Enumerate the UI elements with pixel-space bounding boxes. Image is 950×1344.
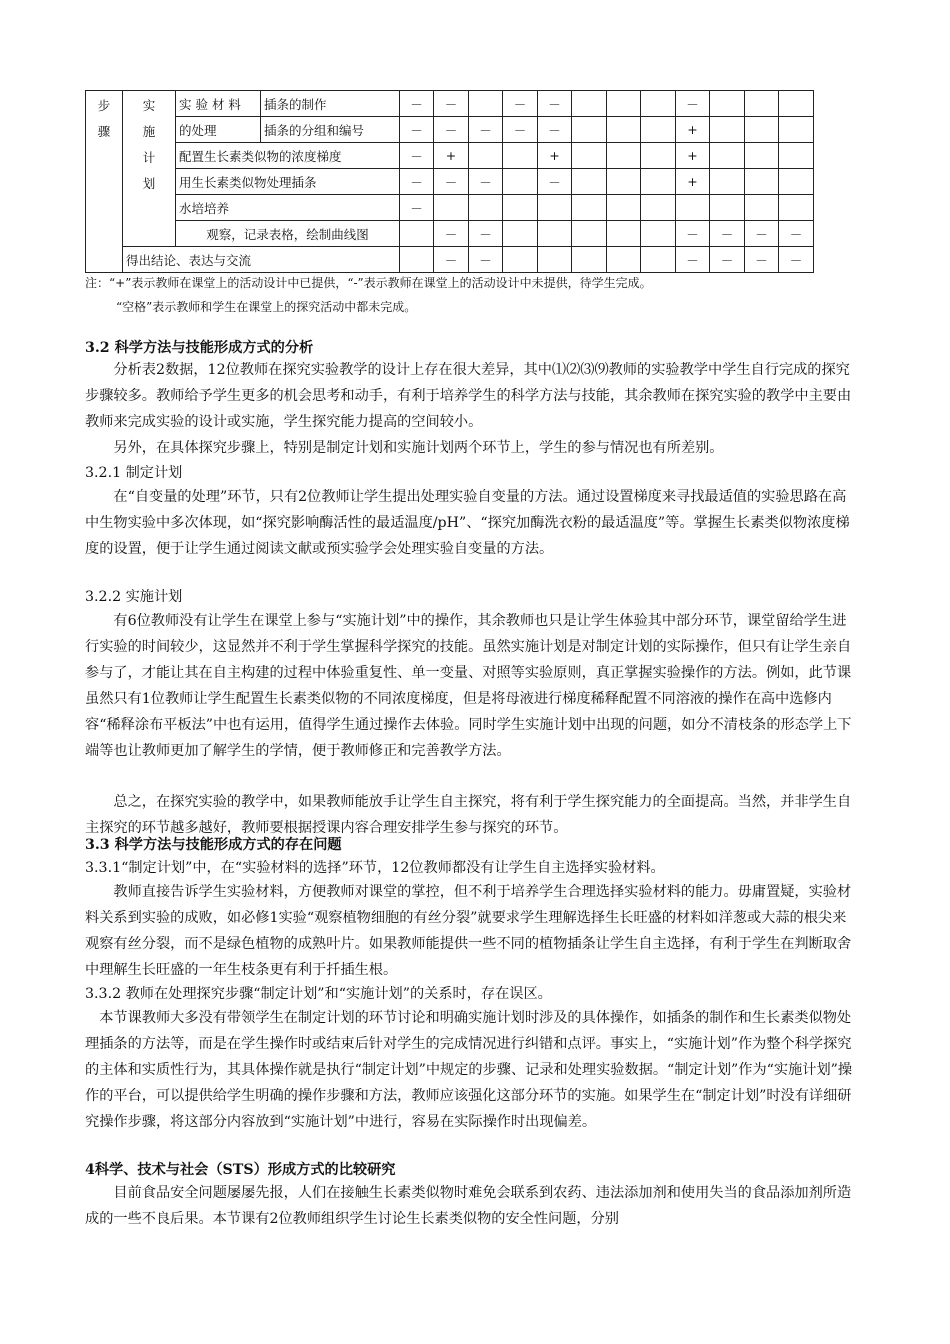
mark-cell bbox=[607, 143, 641, 169]
material-cell: 的处理 bbox=[176, 117, 261, 143]
table-row bbox=[86, 247, 814, 273]
mark-cell: － bbox=[434, 221, 469, 247]
mark-cell bbox=[503, 195, 538, 221]
mark-cell bbox=[607, 195, 641, 221]
mark-cell bbox=[572, 195, 607, 221]
mark-cell bbox=[469, 195, 503, 221]
table-row bbox=[86, 143, 814, 169]
subsection-heading: 3.2.1 制定计划 bbox=[85, 465, 183, 481]
mark-cell bbox=[641, 169, 676, 195]
task-cell: 得出结论、表达与交流 bbox=[123, 247, 400, 273]
mark-cell bbox=[641, 247, 676, 273]
mark-cell: － bbox=[469, 221, 503, 247]
mark-cell bbox=[572, 221, 607, 247]
mark-cell: － bbox=[745, 247, 779, 273]
mark-cell bbox=[572, 247, 607, 273]
mark-cell bbox=[641, 221, 676, 247]
table-row bbox=[86, 221, 814, 247]
mark-cell bbox=[607, 169, 641, 195]
mark-cell bbox=[503, 221, 538, 247]
mark-cell bbox=[779, 117, 814, 143]
mark-cell: － bbox=[434, 169, 469, 195]
mark-cell bbox=[503, 247, 538, 273]
mark-cell bbox=[641, 143, 676, 169]
table-row bbox=[86, 195, 814, 221]
paragraph: 另外，在具体探究步骤上，特别是制定计划和实施计划两个环节上，学生的参与情况也有所差别。 bbox=[113, 440, 724, 456]
mark-cell: － bbox=[400, 169, 434, 195]
mark-cell bbox=[710, 117, 745, 143]
mark-cell bbox=[710, 169, 745, 195]
mark-cell bbox=[572, 169, 607, 195]
mark-cell: － bbox=[710, 247, 745, 273]
table-row bbox=[86, 169, 814, 195]
subsection-heading: 3.3.2 教师在处理探究步骤“制定计划”和“实施计划”的关系时，存在误区。 bbox=[85, 986, 552, 1002]
comparison-table bbox=[85, 90, 814, 273]
task-cell: 观察，记录表格，绘制曲线图 bbox=[176, 221, 400, 247]
mark-cell: + bbox=[676, 117, 710, 143]
mark-cell bbox=[676, 195, 710, 221]
mark-cell bbox=[710, 195, 745, 221]
paragraph: 本节课教师大多没有带领学生在制定计划的环节讨论和明确实施计划时涉及的具体操作，如插条的制作和生长素类似物处理插条的方法等，而是在学生操作时或结束后针对学生的完成情况进行纠错和点评。事实上，“实施计划”作为整个科学探究的主体和实质性行为，其具体操作就是执行“制定计划”中规定的步骤、记录和处理实验数据。“制定计划”作为“实施计划”操作的平台，可以提供给学生明确的操作步骤和方法，教师应该强化这部分环节的实施。如果学生在“制定计划”时没有详细研究操作步骤，将这部分内容放到“实施计划”中进行，容易在实际操作时出现偏差。 bbox=[85, 1010, 853, 1130]
mark-cell bbox=[607, 221, 641, 247]
task-cell: 水培培养 bbox=[176, 195, 400, 221]
mark-cell bbox=[641, 195, 676, 221]
mark-cell: － bbox=[400, 117, 434, 143]
mark-cell: － bbox=[538, 91, 572, 117]
paragraph: 教师直接告诉学生实验材料，方便教师对课堂的掌控，但不利于培养学生合理选择实验材料的能力。毋庸置疑，实验材料关系到实验的成败，如必修1实验“观察植物细胞的有丝分裂”就要求学生理解选择生长旺盛的材料如洋葱或大蒜的根尖来观察有丝分裂，而不是绿色植物的成熟叶片。如果教师能提供一些不同的植物插条让学生自主选择，有利于学生在判断取舍中理解生长旺盛的一年生枝条更有利于扦插生根。 bbox=[85, 884, 852, 978]
mark-cell bbox=[607, 91, 641, 117]
mark-cell: － bbox=[469, 117, 503, 143]
mark-cell bbox=[400, 247, 434, 273]
mark-cell: － bbox=[538, 169, 572, 195]
section-heading: 4科学、技术与社会（STS）形成方式的比较研究 bbox=[85, 1162, 396, 1178]
mark-cell: － bbox=[469, 169, 503, 195]
mark-cell bbox=[641, 117, 676, 143]
mark-cell bbox=[538, 247, 572, 273]
mark-cell bbox=[745, 91, 779, 117]
mark-cell bbox=[503, 169, 538, 195]
task-cell: 插条的分组和编号 bbox=[261, 117, 400, 143]
mark-cell: － bbox=[779, 247, 814, 273]
mark-cell bbox=[710, 143, 745, 169]
mark-cell bbox=[572, 143, 607, 169]
mark-cell: － bbox=[400, 91, 434, 117]
mark-cell: － bbox=[676, 221, 710, 247]
paragraph: 总之，在探究实验的教学中，如果教师能放手让学生自主探究，将有利于学生探究能力的全面提高。当然，并非学生自主探究的环节越多越好，教师要根据授课内容合理安排学生参与探究的环节。 bbox=[85, 794, 852, 836]
mark-cell: + bbox=[676, 143, 710, 169]
mark-cell bbox=[538, 221, 572, 247]
section-heading: 3.3 科学方法与技能形成方式的存在问题 bbox=[85, 837, 342, 853]
mark-cell: + bbox=[538, 143, 572, 169]
mark-cell: － bbox=[676, 91, 710, 117]
material-cell: 实 验 材 料 bbox=[176, 91, 261, 117]
mark-cell: － bbox=[676, 247, 710, 273]
mark-cell bbox=[779, 143, 814, 169]
task-cell: 配置生长素类似物的浓度梯度 bbox=[176, 143, 400, 169]
mark-cell bbox=[469, 91, 503, 117]
mark-cell: － bbox=[779, 221, 814, 247]
mark-cell: － bbox=[434, 91, 469, 117]
mark-cell bbox=[607, 117, 641, 143]
paragraph: 目前食品安全问题屡屡先报，人们在接触生长素类似物时难免会联系到农药、违法添加剂和使用失当的食品添加剂所造成的一些不良后果。本节课有2位教师组织学生讨论生长素类似物的安全性问题，分别 bbox=[85, 1185, 852, 1227]
table-note: “空格”表示教师和学生在课堂上的探究活动中都未完成。 bbox=[116, 300, 417, 314]
task-cell: 插条的制作 bbox=[261, 91, 400, 117]
table-note: 注：“+”表示教师在课堂上的活动设计中已提供，“-”表示教师在课堂上的活动设计中未提供，待学生完成。 bbox=[85, 276, 652, 290]
impl-plan-cell: 实 施 计 划 bbox=[123, 91, 176, 247]
mark-cell: － bbox=[469, 247, 503, 273]
mark-cell bbox=[434, 195, 469, 221]
mark-cell bbox=[641, 91, 676, 117]
subsection-heading: 3.3.1“制定计划”中，在“实验材料的选择”环节，12位教师都没有让学生自主选择实验材料。 bbox=[85, 860, 665, 876]
mark-cell bbox=[469, 143, 503, 169]
mark-cell: － bbox=[400, 195, 434, 221]
mark-cell: － bbox=[538, 117, 572, 143]
mark-cell bbox=[745, 143, 779, 169]
mark-cell: + bbox=[434, 143, 469, 169]
mark-cell bbox=[503, 143, 538, 169]
mark-cell bbox=[572, 117, 607, 143]
mark-cell: － bbox=[434, 247, 469, 273]
mark-cell bbox=[538, 195, 572, 221]
mark-cell bbox=[779, 195, 814, 221]
mark-cell: － bbox=[710, 221, 745, 247]
mark-cell: － bbox=[503, 91, 538, 117]
mark-cell bbox=[710, 91, 745, 117]
section-heading: 3.2 科学方法与技能形成方式的分析 bbox=[85, 340, 314, 356]
subsection-heading: 3.2.2 实施计划 bbox=[85, 589, 183, 605]
mark-cell: － bbox=[400, 143, 434, 169]
mark-cell bbox=[745, 117, 779, 143]
paragraph: 在“自变量的处理”环节，只有2位教师让学生提出处理实验自变量的方法。通过设置梯度来寻找最适值的实验思路在高中生物实验中多次体现，如“探究影响酶活性的最适温度/pH”、“探究加酶洗衣粉的最适温度”等。掌握生长素类似物浓度梯度的设置，便于让学生通过阅读文献或预实验学会处理实验自变量的方法。 bbox=[85, 489, 850, 557]
mark-cell bbox=[400, 221, 434, 247]
mark-cell: － bbox=[434, 117, 469, 143]
mark-cell: + bbox=[676, 169, 710, 195]
mark-cell: － bbox=[745, 221, 779, 247]
mark-cell bbox=[745, 169, 779, 195]
task-cell: 用生长素类似物处理插条 bbox=[176, 169, 400, 195]
mark-cell: － bbox=[503, 117, 538, 143]
paragraph: 有6位教师没有让学生在课堂上参与“实施计划”中的操作，其余教师也只是让学生体验其中部分环节，课堂留给学生进行实验的时间较少，这显然并不利于学生掌握科学探究的技能。虽然实施计划是对制定计划的实际操作，但只有让学生亲自参与了，才能让其在自主构建的过程中体验重复性、单一变量、对照等实验原则，真正掌握实验操作的方法。例如，此节课虽然只有1位教师让学生配置生长素类似物的不同浓度梯度，但是将母液进行梯度稀释配置不同溶液的操作在高中选修内容“稀释涂布平板法”中也有运用，值得学生通过操作去体验。同时学生实施计划中出现的问题，如分不清枝条的形态学上下端等也让教师更加了解学生的学情，便于教师修正和完善教学方法。 bbox=[85, 613, 852, 759]
table-row bbox=[86, 117, 814, 143]
mark-cell bbox=[779, 91, 814, 117]
mark-cell bbox=[572, 91, 607, 117]
table-row bbox=[86, 91, 814, 117]
mark-cell bbox=[745, 195, 779, 221]
mark-cell bbox=[779, 169, 814, 195]
step-header-cell: 步 骤 bbox=[86, 91, 123, 273]
paragraph: 分析表2数据，12位教师在探究实验教学的设计上存在很大差异，其中⑴⑵⑶⑼教师的实验教学中学生自行完成的探究步骤较多。教师给予学生更多的机会思考和动手，有利于培养学生的科学方法与技能，其余教师在探究实验的教学中主要由教师来完成实验的设计或实施，学生探究能力提高的空间较小。 bbox=[85, 362, 852, 430]
mark-cell bbox=[607, 247, 641, 273]
